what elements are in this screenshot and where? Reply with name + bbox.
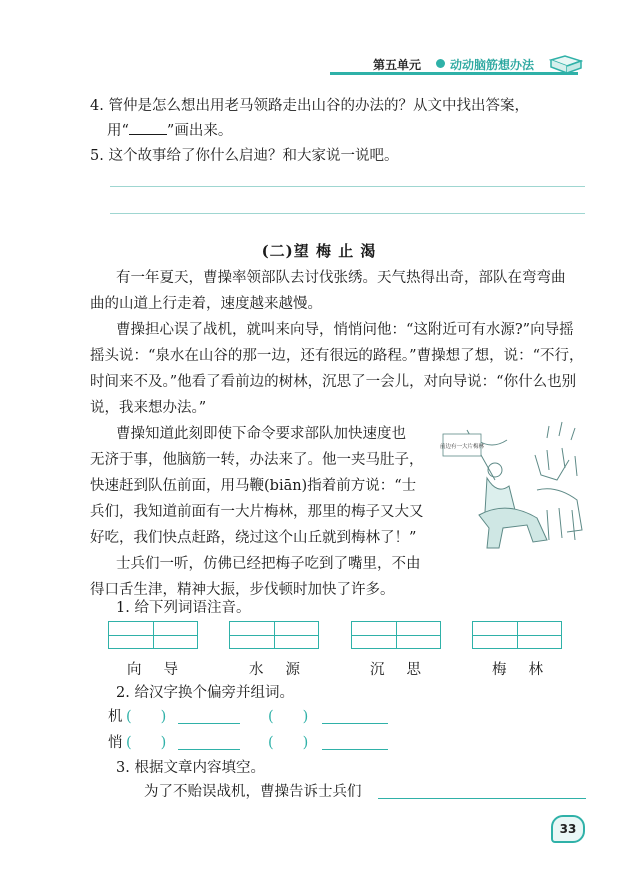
word-4: 梅林 bbox=[492, 662, 565, 678]
paren-1b: ( ) bbox=[268, 709, 309, 725]
p2-line1: 曹操担心误了战机，就叫来向导，悄悄问他：“这附近可有水源?”向导摇 bbox=[116, 322, 574, 338]
p3-line1: 曹操知道此刻即使下命令要求部队加快速度也 bbox=[116, 426, 406, 442]
question-4-line1: 4. 管仲是怎么想出用老马领路走出山谷的办法的？从文中找出答案， bbox=[90, 98, 529, 114]
p2-line3: 时间来不及。”他看了看前边的树林，沉思了一会儿，对向导说：“你什么也别 bbox=[90, 374, 577, 390]
question-5: 5. 这个故事给了你什么启迪？和大家说一说吧。 bbox=[90, 148, 399, 164]
pinyin-grid-2[interactable] bbox=[229, 621, 319, 649]
fill-blank[interactable] bbox=[378, 798, 586, 799]
answer-line-1[interactable] bbox=[110, 186, 585, 187]
p3-line4: 兵们，我知道前面有一大片梅林，那里的梅子又大又 bbox=[90, 504, 424, 520]
p1-line1: 有一年夏天，曹操率领部队去讨伐张绣。天气热得出奇，部队在弯弯曲 bbox=[116, 270, 566, 286]
answer-line-2[interactable] bbox=[110, 213, 585, 214]
p4-line1: 士兵们一听，仿佛已经把梅子吃到了嘴里，不由 bbox=[116, 556, 421, 572]
p3-line5: 好吃，我们快点赶路，绕过这个山丘就到梅林了！” bbox=[90, 530, 417, 546]
char-2: 悄 bbox=[108, 735, 123, 751]
pinyin-grid-1[interactable] bbox=[108, 621, 198, 649]
paren-2a: ( ) bbox=[126, 735, 167, 751]
unit-label: 第五单元 bbox=[373, 58, 422, 72]
paren-1a: ( ) bbox=[126, 709, 167, 725]
question-4-line2: 用“ ”画出来。 bbox=[107, 123, 233, 139]
blank-1b[interactable] bbox=[322, 723, 388, 724]
p3-line3: 快速赶到队伍前面，用马鞭(biān)指着前方说：“士 bbox=[90, 478, 417, 494]
exercise-2: 2. 给汉字换个偏旁并组词。 bbox=[116, 685, 294, 701]
p4-line2: 得口舌生津，精神大振，步伐顿时加快了许多。 bbox=[90, 582, 395, 598]
unit-title: 动动脑筋想办法 bbox=[450, 58, 535, 72]
word-3: 沉思 bbox=[370, 662, 443, 678]
p1-line2: 曲的山道上行走着，速度越来越慢。 bbox=[90, 296, 322, 312]
blank-1a[interactable] bbox=[178, 723, 240, 724]
page-number: 33 bbox=[551, 815, 585, 843]
p3-line2: 无济于事，他脑筋一转，办法来了。他一夹马肚子， bbox=[90, 452, 424, 468]
char-1: 机 bbox=[108, 709, 123, 725]
blank-2a[interactable] bbox=[178, 749, 240, 750]
pinyin-grid-3[interactable] bbox=[351, 621, 441, 649]
fill-prompt: 为了不贻误战机，曹操告诉士兵们 bbox=[144, 784, 362, 800]
section-title: (二)望 梅 止 渴 bbox=[261, 242, 377, 260]
p2-line4: 说，我来想办法。” bbox=[90, 400, 207, 416]
exercise-1: 1. 给下列词语注音。 bbox=[116, 600, 251, 616]
illustration-cavalry bbox=[437, 420, 587, 555]
illustration-caption: 前边有一大片梅林 bbox=[439, 444, 485, 450]
book-icon bbox=[549, 52, 583, 76]
word-2: 水源 bbox=[249, 662, 322, 678]
underline-blank bbox=[129, 121, 167, 135]
p2-line2: 摇头说：“泉水在山谷的那一边，还有很远的路程。”曹操想了想，说：“不行， bbox=[90, 348, 584, 364]
blank-2b[interactable] bbox=[322, 749, 388, 750]
pinyin-grid-4[interactable] bbox=[472, 621, 562, 649]
word-1: 向导 bbox=[127, 662, 200, 678]
header-dot-icon bbox=[436, 59, 445, 68]
paren-2b: ( ) bbox=[268, 735, 309, 751]
exercise-3: 3. 根据文章内容填空。 bbox=[116, 760, 265, 776]
